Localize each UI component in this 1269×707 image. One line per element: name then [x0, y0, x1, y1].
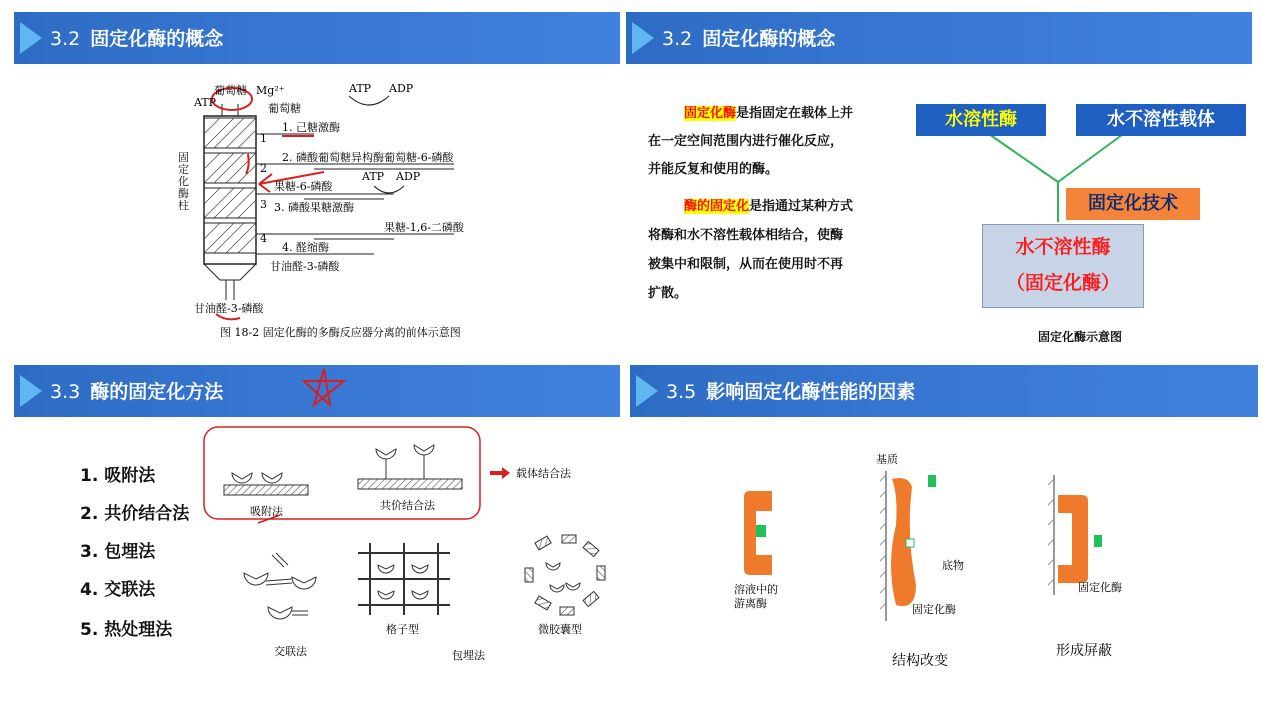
box-insoluble-carrier: 水不溶性载体	[1076, 104, 1246, 136]
label-fbp: 果糖-1,6-二磷酸	[384, 221, 464, 234]
label-product: 底物	[942, 559, 964, 572]
label-adp: ADP	[389, 82, 414, 95]
label-adp-3: ADP	[396, 170, 421, 183]
slide-panel-bottom-left	[14, 365, 620, 687]
label-g3p-bottom: 甘油醛-3-磷酸	[194, 302, 264, 315]
method-item-4: 4. 交联法	[80, 580, 156, 600]
label-enzyme-1: 1. 己糖激酶	[282, 121, 340, 134]
para2-line3: 被集中和限制，从而在使用时不再	[648, 257, 844, 272]
label-immobilized-right: 固定化酶	[1078, 581, 1122, 594]
label-g6p: 葡萄糖-6-磷酸	[384, 151, 454, 164]
slide-title	[666, 377, 915, 404]
slide-panel-bottom-right	[630, 365, 1258, 687]
label-free-enzyme-2: 游离酶	[734, 597, 767, 610]
para2-line2: 将酶和水不溶性载体相结合，使酶	[648, 228, 844, 243]
slide-panel-top-left	[14, 12, 620, 342]
box-immobilization-tech: 固定化技术	[1066, 188, 1200, 220]
label-shielding: 形成屏蔽	[1056, 643, 1112, 659]
label-immobilized-middle: 固定化酶	[912, 603, 956, 616]
slide-header	[630, 365, 1258, 417]
label-structure-change: 结构改变	[892, 653, 948, 669]
label-crosslink: 交联法	[274, 645, 307, 658]
header-arrow-icon	[20, 375, 42, 407]
label-glucose: 葡萄糖	[268, 102, 301, 115]
label-lattice: 格子型	[386, 623, 419, 636]
label-entrapment: 包埋法	[452, 649, 485, 662]
label-atp: ATP	[194, 96, 217, 109]
para2-line4: 扩散。	[648, 286, 688, 301]
method-item-1: 1. 吸附法	[80, 466, 156, 486]
label-column: 固定化酶柱	[178, 151, 189, 212]
method-item-2: 2. 共价结合法	[80, 504, 190, 524]
result-line2: （固定化酶）	[1005, 272, 1120, 294]
label-microcapsule: 微胶囊型	[538, 623, 582, 636]
label-atp-3: ATP	[362, 170, 385, 183]
method-item-3: 3. 包埋法	[80, 542, 156, 562]
red-star-annotation-icon	[300, 367, 348, 409]
label-free-enzyme-1: 溶液中的	[734, 583, 778, 596]
label-covalent: 共价结合法	[380, 499, 435, 512]
label-n4: 4	[260, 232, 267, 245]
para1-line3: 并能反复和使用的酶。	[648, 162, 779, 177]
label-atp-2: ATP	[349, 82, 372, 95]
enzyme-factor-figure	[720, 445, 1160, 675]
slide-panel-top-right	[626, 12, 1252, 342]
label-enzyme-2: 2. 磷酸葡萄糖异构酶	[282, 151, 384, 164]
para2-line1: 是指通过某种方式	[749, 199, 854, 214]
label-n3: 3	[260, 198, 267, 211]
figure-caption: 图 18-2 固定化酶的多酶反应器分离的前体示意图	[220, 326, 461, 339]
para1-line1: 是指固定在载体上并	[736, 106, 854, 121]
label-g3p: 甘油醛-3-磷酸	[270, 260, 340, 273]
title-text: 影响固定化酶性能的因素	[706, 381, 916, 403]
title-number: 3.2	[662, 28, 693, 50]
title-text: 固定化酶的概念	[90, 28, 224, 50]
immobilization-methods-figure	[200, 423, 620, 685]
slide-title	[50, 377, 223, 404]
title-number: 3.3	[50, 381, 81, 403]
label-n2: 2	[260, 162, 267, 175]
term-immobilization: 酶的固定化	[684, 199, 750, 214]
slide-header	[14, 12, 620, 64]
title-number: 3.2	[50, 28, 81, 50]
multienzyme-reactor-figure	[164, 74, 484, 339]
title-number: 3.5	[666, 381, 697, 403]
label-enzyme-3: 3. 磷酸果糖激酶	[274, 201, 354, 214]
result-line1: 水不溶性酶	[1015, 236, 1111, 258]
para1-line2: 在一定空间范围内进行催化反应，	[648, 134, 844, 149]
label-substrate: 基质	[876, 453, 898, 466]
title-text: 固定化酶的概念	[702, 28, 836, 50]
label-adsorption: 吸附法	[250, 505, 283, 518]
box-insoluble-enzyme	[982, 224, 1144, 308]
slide-title	[50, 24, 223, 51]
title-text: 酶的固定化方法	[90, 381, 224, 403]
label-n1: 1	[260, 132, 267, 145]
diagram-caption: 固定化酶示意图	[1038, 330, 1123, 342]
label-carrier-binding: 载体结合法	[516, 467, 571, 480]
term-immobilized-enzyme: 固定化酶	[684, 106, 737, 121]
label-mg: Mg²⁺	[256, 84, 285, 97]
label-glucose-top: 葡萄糖	[214, 84, 247, 97]
method-item-5: 5. 热处理法	[80, 620, 173, 640]
connector-lines	[626, 12, 1252, 342]
label-enzyme-4: 4. 醛缩酶	[282, 241, 329, 254]
box-soluble-enzyme: 水溶性酶	[916, 104, 1046, 136]
header-arrow-icon	[636, 375, 658, 407]
label-f6p: 果糖-6-磷酸	[274, 180, 333, 193]
header-arrow-icon	[20, 22, 42, 54]
